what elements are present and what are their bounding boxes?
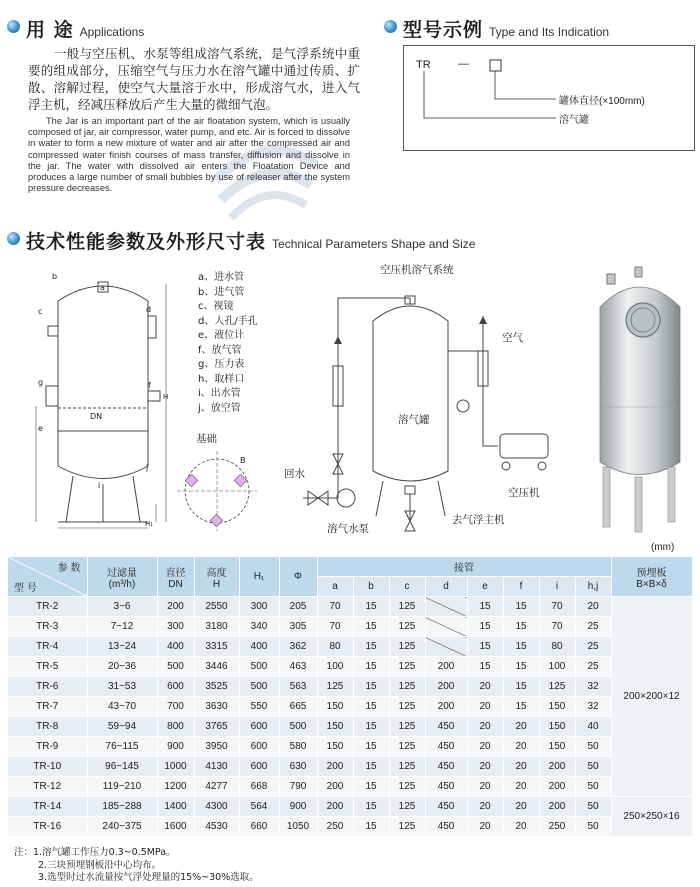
table-cell: TR-7 xyxy=(8,697,87,717)
table-cell: 500 xyxy=(279,717,317,737)
table-cell: 668 xyxy=(239,777,279,797)
compressor-label: 空压机 xyxy=(508,487,540,499)
header-diameter: 直径 DN xyxy=(157,557,194,597)
table-cell: 3315 xyxy=(194,637,239,657)
table-cell: 15 xyxy=(353,797,389,817)
table-cell: 450 xyxy=(425,797,467,817)
table-cell: 15 xyxy=(503,657,539,677)
table-cell: 7~12 xyxy=(87,617,157,637)
table-cell xyxy=(425,617,467,637)
legend-item: a、进水管 xyxy=(198,272,245,283)
table-cell: TR-9 xyxy=(8,737,87,757)
table-cell: 125 xyxy=(389,677,425,697)
model-dash: — xyxy=(458,58,469,70)
table-cell: 15 xyxy=(353,637,389,657)
table-cell: 900 xyxy=(157,737,194,757)
pipe-legend xyxy=(198,271,258,416)
section-bullet-icon xyxy=(7,232,20,245)
note-line: 2.三块预埋钢板沿中心均布。 xyxy=(38,859,162,871)
table-cell: 600 xyxy=(239,757,279,777)
applications-title: 用 途 Applications xyxy=(26,19,145,41)
table-cell: 3630 xyxy=(194,697,239,717)
notes xyxy=(14,847,259,885)
table-cell: 125 xyxy=(389,597,425,617)
table-cell: 59~94 xyxy=(87,717,157,737)
table-cell: 600 xyxy=(239,737,279,757)
drawing-label-a: a xyxy=(100,283,105,292)
table-cell: 800 xyxy=(157,717,194,737)
header-pipe-col: b xyxy=(353,577,389,597)
table-cell: 362 xyxy=(279,637,317,657)
table-cell: 185~288 xyxy=(87,797,157,817)
table-cell: 450 xyxy=(425,817,467,837)
drawing-label-c: c xyxy=(38,307,43,316)
table-cell: 15 xyxy=(503,637,539,657)
table-cell: 1400 xyxy=(157,797,194,817)
table-cell: 3~6 xyxy=(87,597,157,617)
table-cell: 450 xyxy=(425,757,467,777)
table-cell: 15 xyxy=(353,677,389,697)
model-label-diameter: 罐体直径(×100mm) xyxy=(559,96,645,107)
table-cell: 20 xyxy=(575,597,611,617)
foundation-drawing xyxy=(172,446,262,536)
legend-item: e、液位计 xyxy=(198,330,245,341)
legend-item: f、放气管 xyxy=(198,344,242,356)
plate-size-cell: 250×250×16 xyxy=(611,797,692,837)
table-cell: TR-8 xyxy=(8,717,87,737)
table-cell: 20 xyxy=(503,757,539,777)
table-cell: 150 xyxy=(317,717,353,737)
table-cell: 660 xyxy=(239,817,279,837)
table-cell: 100 xyxy=(539,657,575,677)
table-cell: TR-12 xyxy=(8,777,87,797)
table-cell: 1000 xyxy=(157,757,194,777)
legend-item: j、放空管 xyxy=(198,402,241,414)
table-row xyxy=(8,597,692,617)
table-cell: 4530 xyxy=(194,817,239,837)
table-cell: 15 xyxy=(353,717,389,737)
table-cell: 500 xyxy=(157,657,194,677)
table-cell: 20 xyxy=(503,717,539,737)
header-model: 型 号 xyxy=(14,583,37,594)
table-cell: 15 xyxy=(353,757,389,777)
tank-photo xyxy=(585,262,695,537)
foundation-b-label: B xyxy=(240,456,246,465)
table-cell: 15 xyxy=(467,617,503,637)
header-pipe-col: c xyxy=(389,577,425,597)
table-cell: 305 xyxy=(279,617,317,637)
section-bullet-icon xyxy=(384,20,397,33)
table-cell: 80 xyxy=(317,637,353,657)
model-label-jar: 溶气罐 xyxy=(559,115,589,126)
table-cell: 43~70 xyxy=(87,697,157,717)
table-cell: 200 xyxy=(425,697,467,717)
table-cell: 119~210 xyxy=(87,777,157,797)
table-cell: 20 xyxy=(467,677,503,697)
header-flow: 过滤量 (m³/h) xyxy=(87,557,157,597)
table-cell: 20 xyxy=(467,797,503,817)
tech-title: 技术性能参数及外形尺寸表 Technical Parameters Shape and Size xyxy=(26,231,476,253)
spec-table xyxy=(8,557,693,837)
table-cell: 300 xyxy=(239,597,279,617)
table-cell: 15 xyxy=(503,597,539,617)
table-row xyxy=(8,617,692,637)
table-cell: 200 xyxy=(317,777,353,797)
note-line: 3.选型时过水流量按气浮处理量的15%~30%选取。 xyxy=(38,872,259,883)
table-cell: TR-2 xyxy=(8,597,87,617)
table-cell: 20 xyxy=(503,817,539,837)
table-cell: TR-5 xyxy=(8,657,87,677)
table-cell: 50 xyxy=(575,777,611,797)
table-row xyxy=(8,777,692,797)
table-cell: 31~53 xyxy=(87,677,157,697)
table-cell: 564 xyxy=(239,797,279,817)
table-cell: 500 xyxy=(239,677,279,697)
table-cell: 600 xyxy=(239,717,279,737)
note-line: 注：1.溶气罐工作压力0.3~0.5MPa。 xyxy=(14,847,176,858)
header-param: 参 数 xyxy=(57,563,81,574)
table-cell: 3765 xyxy=(194,717,239,737)
header-pipe-col: h,j xyxy=(575,577,611,597)
table-cell: 790 xyxy=(279,777,317,797)
table-cell: 600 xyxy=(157,677,194,697)
vessel-dimension-drawing xyxy=(28,266,178,540)
table-cell: 200 xyxy=(317,797,353,817)
table-cell: 150 xyxy=(317,737,353,757)
table-cell: 3180 xyxy=(194,617,239,637)
table-cell: 50 xyxy=(575,737,611,757)
drawing-label-dn: DN xyxy=(90,412,103,421)
table-cell: 125 xyxy=(317,677,353,697)
table-cell: 15 xyxy=(467,637,503,657)
table-cell: 15 xyxy=(353,617,389,637)
table-cell: 125 xyxy=(389,777,425,797)
table-cell: 563 xyxy=(279,677,317,697)
table-cell: 3446 xyxy=(194,657,239,677)
table-cell: 580 xyxy=(279,737,317,757)
drawing-label-b: b xyxy=(52,272,58,281)
table-cell xyxy=(425,597,467,617)
table-cell: 150 xyxy=(539,697,575,717)
table-cell: 15 xyxy=(503,617,539,637)
table-cell: 4130 xyxy=(194,757,239,777)
table-cell: 200 xyxy=(539,797,575,817)
header-param-model xyxy=(8,557,87,597)
drawing-label-h: H xyxy=(163,393,169,401)
air-system-title: 空压机溶气系统 xyxy=(380,264,454,276)
table-cell: 20 xyxy=(467,737,503,757)
drawing-label-j: j xyxy=(146,463,149,472)
header-h1: H₁ xyxy=(239,557,279,597)
table-cell: 15 xyxy=(503,677,539,697)
table-cell: 15 xyxy=(467,657,503,677)
table-row xyxy=(8,677,692,697)
table-cell: 70 xyxy=(317,597,353,617)
table-cell: 200 xyxy=(539,777,575,797)
drawing-label-f: f xyxy=(148,381,151,390)
table-cell: 25 xyxy=(575,617,611,637)
table-cell: 500 xyxy=(239,657,279,677)
drawing-label-e: e xyxy=(38,424,43,433)
header-height: 高度 H xyxy=(194,557,239,597)
table-cell: 20 xyxy=(467,697,503,717)
plate-size-cell: 200×200×12 xyxy=(611,597,692,797)
table-cell: 20 xyxy=(467,757,503,777)
model-title: 型号示例 Type and Its Indication xyxy=(403,19,610,41)
drawing-label-h1: H₁ xyxy=(145,520,154,528)
legend-item: i、出水管 xyxy=(198,388,241,399)
table-cell: 240~375 xyxy=(87,817,157,837)
table-cell: 25 xyxy=(575,657,611,677)
table-cell: 50 xyxy=(575,757,611,777)
table-cell: 450 xyxy=(425,717,467,737)
table-cell: 125 xyxy=(389,717,425,737)
table-row xyxy=(8,637,692,657)
legend-item: g、压力表 xyxy=(198,359,245,370)
table-cell: 205 xyxy=(279,597,317,617)
foundation-label: 基础 xyxy=(196,433,217,445)
table-cell: 550 xyxy=(239,697,279,717)
table-cell: 96~145 xyxy=(87,757,157,777)
table-cell: 200 xyxy=(539,757,575,777)
table-cell: 20~36 xyxy=(87,657,157,677)
table-cell: 50 xyxy=(575,797,611,817)
table-cell: 20 xyxy=(467,777,503,797)
table-cell: 20 xyxy=(503,797,539,817)
table-cell: 32 xyxy=(575,697,611,717)
table-cell: 25 xyxy=(575,637,611,657)
table-row xyxy=(8,657,692,677)
header-pipe: 接管 xyxy=(317,557,611,577)
legend-item: d、人孔/手孔 xyxy=(198,315,258,327)
header-pipe-col: e xyxy=(467,577,503,597)
table-cell: 450 xyxy=(425,737,467,757)
table-cell: 300 xyxy=(157,617,194,637)
table-cell: 2550 xyxy=(194,597,239,617)
table-cell: 50 xyxy=(575,817,611,837)
table-cell: 200 xyxy=(317,757,353,777)
table-cell: 3525 xyxy=(194,677,239,697)
table-cell: 125 xyxy=(389,697,425,717)
table-cell: 40 xyxy=(575,717,611,737)
table-cell: 20 xyxy=(503,737,539,757)
table-row xyxy=(8,697,692,717)
table-row xyxy=(8,737,692,757)
legend-item: b、进气管 xyxy=(198,286,245,298)
table-cell: 150 xyxy=(539,717,575,737)
table-cell: 15 xyxy=(353,597,389,617)
table-cell: 463 xyxy=(279,657,317,677)
table-cell: 1200 xyxy=(157,777,194,797)
table-cell: 15 xyxy=(353,737,389,757)
header-pipe-col: a xyxy=(317,577,353,597)
table-cell: 1600 xyxy=(157,817,194,837)
header-pipe-col: f xyxy=(503,577,539,597)
table-cell: 15 xyxy=(353,777,389,797)
table-cell: TR-16 xyxy=(8,817,87,837)
table-row xyxy=(8,817,692,837)
table-cell: 20 xyxy=(467,817,503,837)
table-cell: 125 xyxy=(389,617,425,637)
table-cell: 400 xyxy=(239,637,279,657)
header-pipe-col: d xyxy=(425,577,467,597)
table-cell: 250 xyxy=(539,817,575,837)
table-row xyxy=(8,757,692,777)
table-cell: 15 xyxy=(503,697,539,717)
table-cell: 4300 xyxy=(194,797,239,817)
table-cell: 13~24 xyxy=(87,637,157,657)
model-indication-box xyxy=(403,45,695,151)
return-water-label: 回水 xyxy=(284,468,305,480)
table-cell: TR-6 xyxy=(8,677,87,697)
table-cell xyxy=(425,637,467,657)
header-phi: Φ xyxy=(279,557,317,597)
legend-item: h、取样口 xyxy=(198,373,245,385)
table-cell: 70 xyxy=(539,617,575,637)
table-cell: 70 xyxy=(317,617,353,637)
table-cell: 200 xyxy=(157,597,194,617)
table-cell: 1050 xyxy=(279,817,317,837)
drawing-label-i: i xyxy=(98,481,101,490)
table-cell: 20 xyxy=(467,717,503,737)
table-cell: 125 xyxy=(539,677,575,697)
table-cell: 125 xyxy=(389,797,425,817)
jar-label: 溶气罐 xyxy=(398,414,430,426)
table-cell: 32 xyxy=(575,677,611,697)
table-row xyxy=(8,797,692,817)
pump-label: 溶气水泵 xyxy=(327,523,369,535)
table-cell: 665 xyxy=(279,697,317,717)
table-cell: 200 xyxy=(425,657,467,677)
unit-label: (mm) xyxy=(651,542,675,553)
table-cell: 125 xyxy=(389,737,425,757)
table-cell: 400 xyxy=(157,637,194,657)
section-bullet-icon xyxy=(7,20,20,33)
header-pipe-col: i xyxy=(539,577,575,597)
table-cell: 3950 xyxy=(194,737,239,757)
table-cell: TR-14 xyxy=(8,797,87,817)
table-cell: 340 xyxy=(239,617,279,637)
table-cell: TR-3 xyxy=(8,617,87,637)
table-row xyxy=(8,717,692,737)
table-cell: 15 xyxy=(353,657,389,677)
model-code: TR xyxy=(416,59,431,71)
table-cell: 125 xyxy=(389,817,425,837)
table-cell: 100 xyxy=(317,657,353,677)
table-cell: 15 xyxy=(353,697,389,717)
table-cell: 125 xyxy=(389,657,425,677)
table-cell: 150 xyxy=(539,737,575,757)
table-cell: 700 xyxy=(157,697,194,717)
legend-item: c、视镜 xyxy=(198,301,234,312)
table-cell: 20 xyxy=(503,777,539,797)
table-cell: 4277 xyxy=(194,777,239,797)
table-cell: 450 xyxy=(425,777,467,797)
drawing-label-g: g xyxy=(38,378,44,387)
table-cell: 125 xyxy=(389,637,425,657)
table-cell: TR-4 xyxy=(8,637,87,657)
table-cell: 200 xyxy=(425,677,467,697)
applications-text-cn: 一般与空压机、水泵等组成溶气系统，是气浮系统中重要的组成部分，压缩空气与压力水在溶气罐中通过传质、扩散、溶解过程，使空气大量溶于水中，形成溶气水，进入气浮主机，经减压释放后产生大量的微细气泡。 xyxy=(28,46,360,112)
table-cell: 150 xyxy=(317,697,353,717)
to-float-label: 去气浮主机 xyxy=(452,514,505,526)
table-cell: 900 xyxy=(279,797,317,817)
table-cell: 76~115 xyxy=(87,737,157,757)
table-cell: 630 xyxy=(279,757,317,777)
table-cell: 15 xyxy=(353,817,389,837)
table-cell: 125 xyxy=(389,757,425,777)
table-cell: 70 xyxy=(539,597,575,617)
table-cell: 15 xyxy=(467,597,503,617)
applications-text-en: The Jar is an important part of the air floatation system, which is usually composed of jar, air compressor, water pump, and etc. Air is forced to dissolve in water to form a new mixture of water and air after the compressed air and compressed water finish courses of mass transfer, diffusion and dissolve in the jar. The water with dissolved air enters the Floatation Device and produces a large number of small bubbles by use of releaser after the system pressure decreases. xyxy=(28,116,350,194)
table-cell: 80 xyxy=(539,637,575,657)
drawing-label-d: d xyxy=(146,305,152,314)
air-label: 空气 xyxy=(502,332,523,344)
header-plate: 预埋板 B×B×δ xyxy=(611,557,692,597)
table-cell: TR-10 xyxy=(8,757,87,777)
table-cell: 250 xyxy=(317,817,353,837)
